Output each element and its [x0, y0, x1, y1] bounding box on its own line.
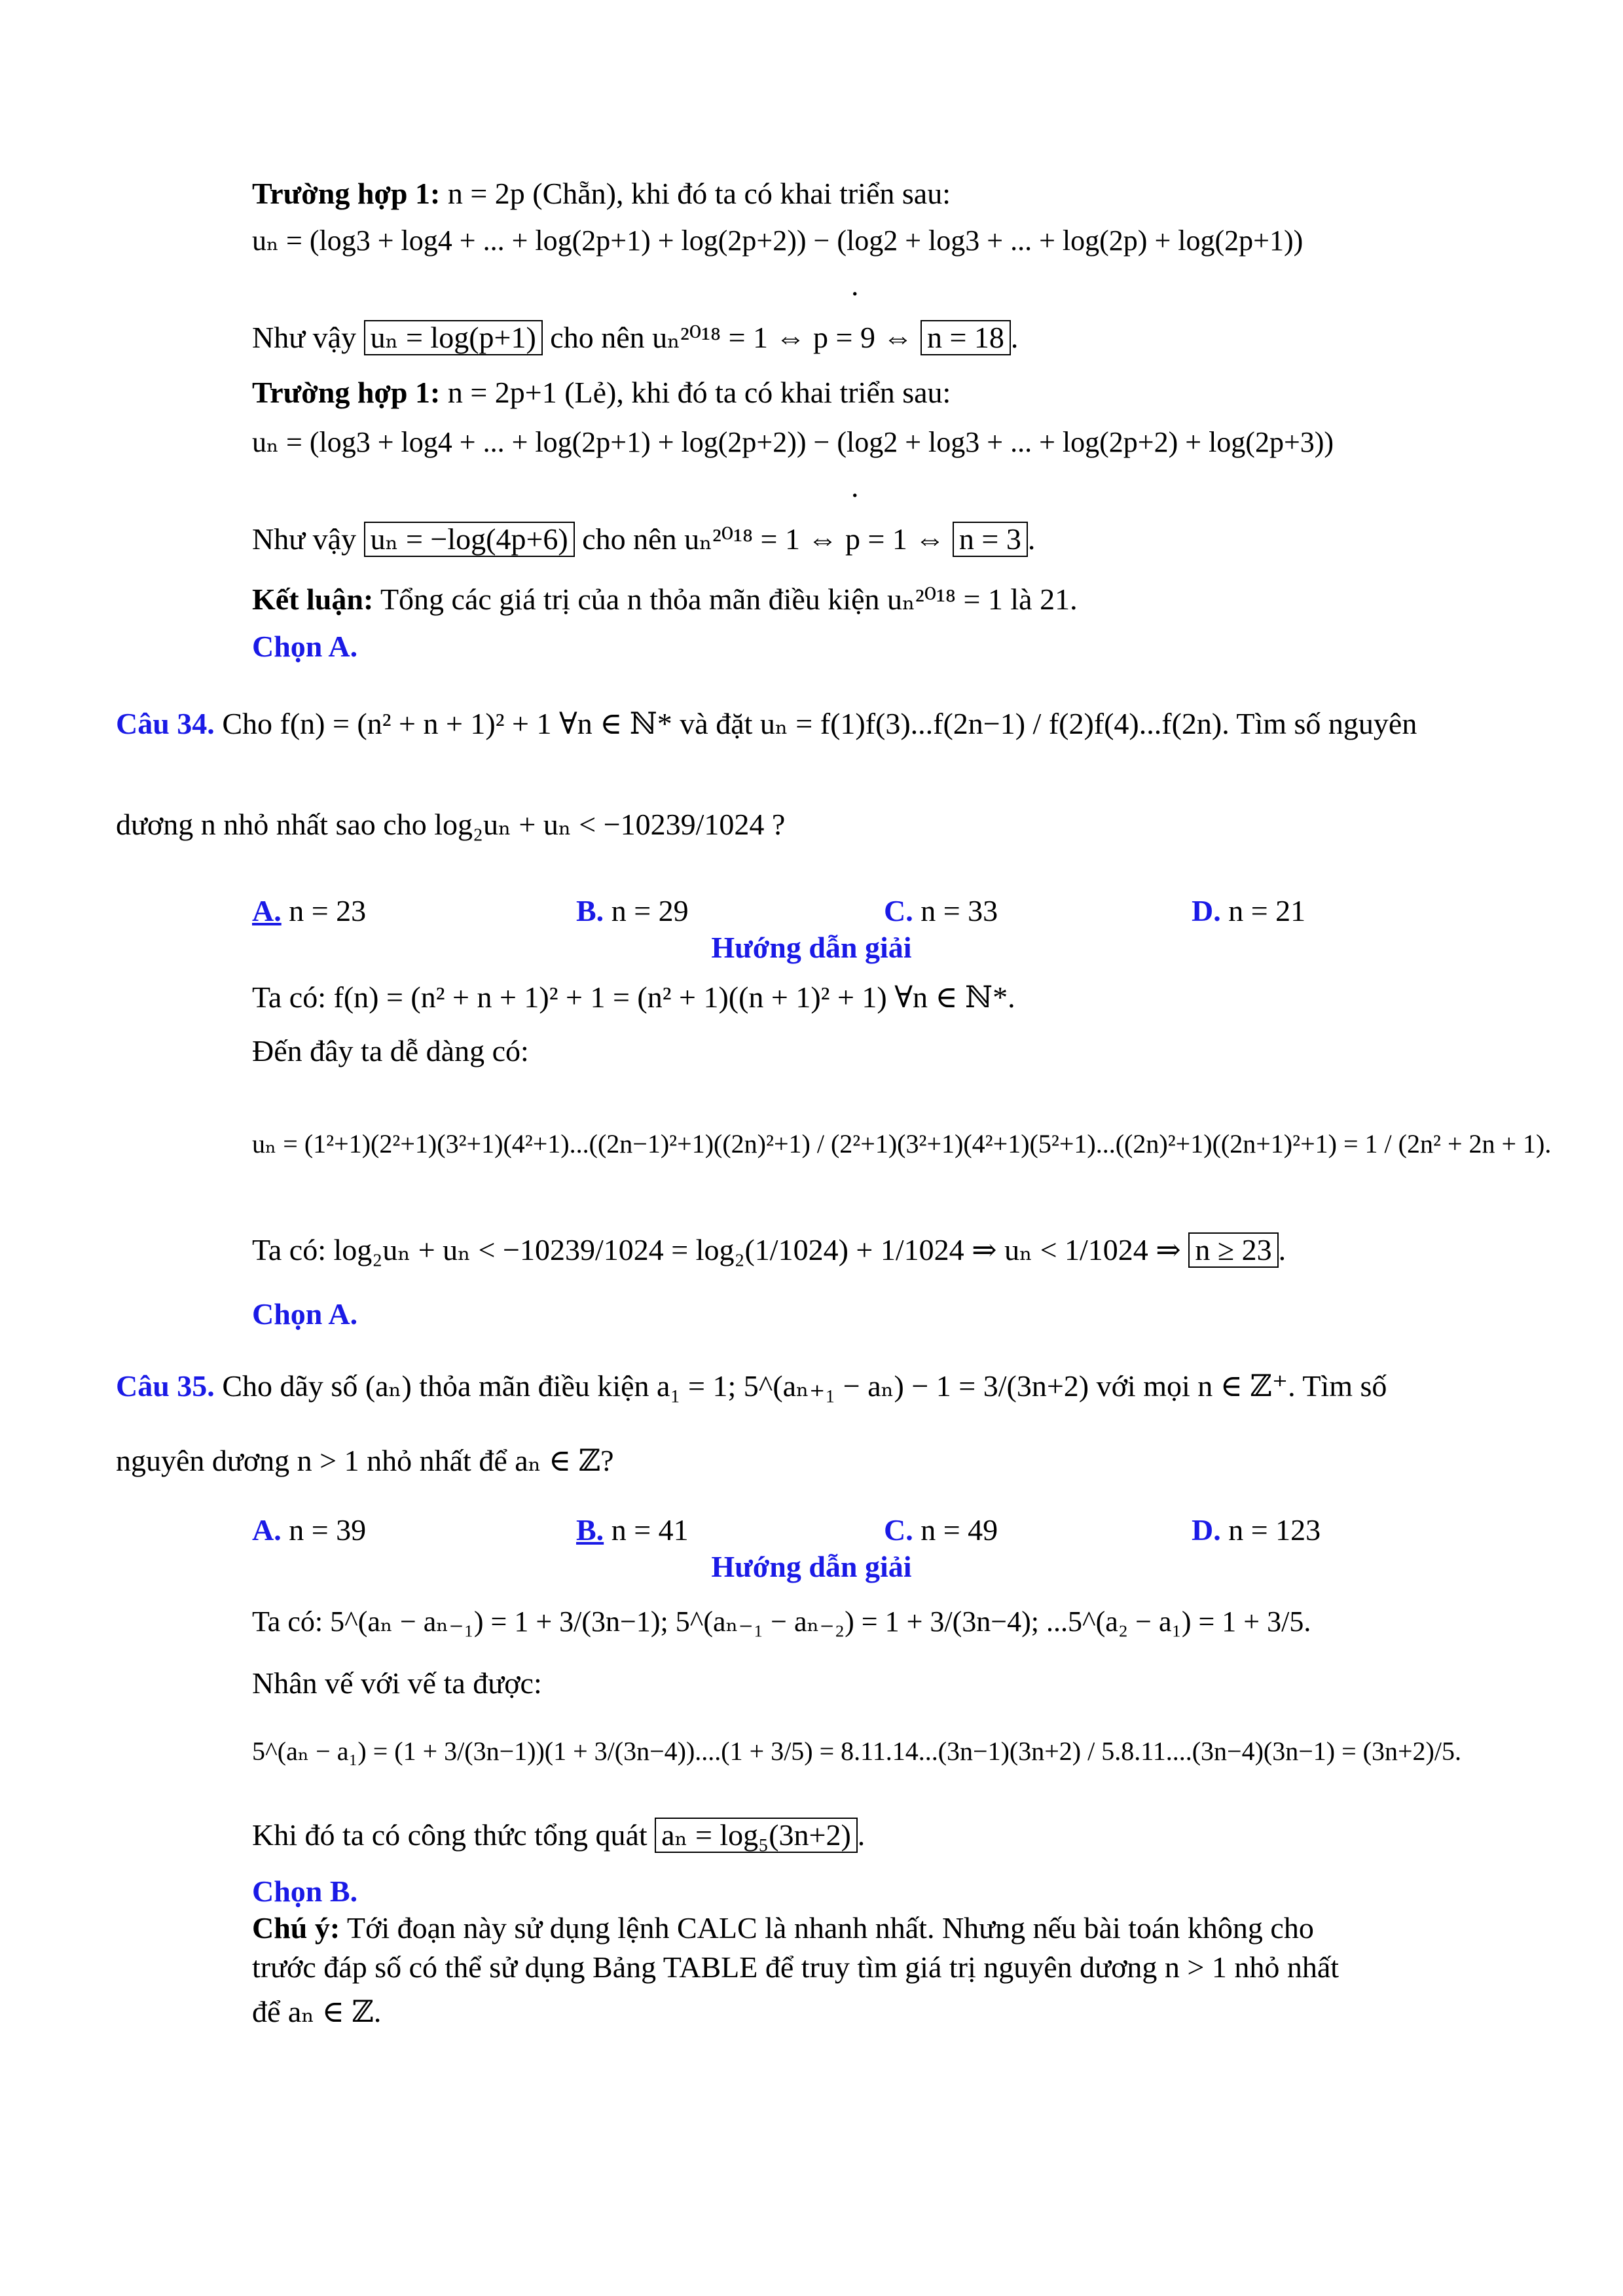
q35-line2: nguyên dương n > 1 nhỏ nhất để aₙ ∈ ℤ? — [116, 1444, 614, 1477]
q34-solution-4-box: n ≥ 23 — [1188, 1232, 1278, 1268]
q35-option-a — [252, 1512, 366, 1549]
q34-option-c-value: n = 33 — [921, 894, 998, 927]
q34-solution-4-text: Ta có: log₂uₙ + uₙ < −10239/1024 = log₂(1/1024) + 1/1024 ⇒ uₙ < 1/1024 ⇒ — [252, 1233, 1181, 1266]
case1-result-mid: cho nên uₙ²⁰¹⁸ = 1 ⇔ p = 9 ⇔ — [550, 321, 913, 354]
q34-option-a — [252, 893, 366, 929]
q34-guide-title: Hướng dẫn giải — [711, 931, 912, 964]
q35-option-b — [576, 1512, 689, 1549]
q35-option-d-value: n = 123 — [1228, 1513, 1321, 1547]
case2-result-end: . — [1027, 522, 1036, 556]
case1-result — [252, 319, 1018, 356]
q34-option-a-label: A. — [252, 894, 282, 927]
case2-result-mid: cho nên uₙ²⁰¹⁸ = 1 ⇔ p = 1 ⇔ — [582, 522, 945, 556]
q35-label: Câu 35. — [116, 1369, 215, 1403]
case2-result-box: uₙ = −log(4p+6) — [364, 522, 575, 557]
case2-dot: . — [851, 470, 859, 503]
q35-option-c-label: C. — [884, 1513, 913, 1547]
q35-note-1 — [252, 1910, 1314, 1946]
q35-note-label: Chú ý: — [252, 1911, 340, 1945]
case1-line — [252, 175, 951, 212]
q34-option-a-value: n = 23 — [289, 894, 367, 927]
q34-solution-1: Ta có: f(n) = (n² + n + 1)² + 1 = (n² + 1)((n + 1)² + 1) ∀n ∈ ℕ*. — [252, 980, 1015, 1014]
q35-option-c — [884, 1512, 998, 1549]
choose-a-case: Chọn A. — [252, 630, 358, 663]
case1-formula: uₙ = (log3 + log4 + ... + log(2p+1) + log(2p+2)) − (log2 + log3 + ... + log(2p) + log(2p+1)) — [252, 224, 1304, 257]
q34-option-d-label: D. — [1192, 894, 1221, 927]
q34-solution-4-end: . — [1278, 1233, 1286, 1266]
q34-option-c — [884, 893, 998, 929]
case2-formula: uₙ = (log3 + log4 + ... + log(2p+1) + log(2p+2)) − (log2 + log3 + ... + log(2p+2) + log(2p+3)) — [252, 426, 1334, 458]
case2-heading: Trường hợp 1: — [252, 376, 441, 409]
q35-line1 — [116, 1368, 1387, 1405]
q34-option-b-label: B. — [576, 894, 604, 927]
q35-option-a-label: A. — [252, 1513, 282, 1547]
case1-heading: Trường hợp 1: — [252, 177, 441, 210]
q35-note-text1: Tới đoạn này sử dụng lệnh CALC là nhanh nhất. Nhưng nếu bài toán không cho — [346, 1911, 1314, 1945]
q35-solution-4-end: . — [857, 1818, 866, 1852]
case1-result-end: . — [1010, 321, 1019, 354]
q35-choose: Chọn B. — [252, 1874, 358, 1908]
q35-option-b-label: B. — [576, 1513, 604, 1547]
q35-option-c-value: n = 49 — [921, 1513, 998, 1547]
q35-note-2: trước đáp số có thể sử dụng Bảng TABLE để truy tìm giá trị nguyên dương n > 1 nhỏ nhất — [252, 1950, 1340, 1984]
case1-result-prefix: Như vậy — [252, 321, 357, 354]
q34-option-d — [1192, 893, 1305, 929]
case2-line — [252, 374, 951, 411]
q35-option-a-value: n = 39 — [289, 1513, 367, 1547]
q35-solution-3: 5^(aₙ − a₁) = (1 + 3/(3n−1))(1 + 3/(3n−4))....(1 + 3/5) = 8.11.14...(3n−1)(3n+2) / 5.8.11....(3n−4)(3n−1) = (3n+2)/5. — [252, 1736, 1461, 1766]
q34-option-c-label: C. — [884, 894, 913, 927]
q34-solution-2: Đến đây ta dễ dàng có: — [252, 1034, 529, 1067]
q34-solution-4 — [252, 1232, 1286, 1268]
case2-result — [252, 521, 1035, 558]
q35-option-b-value: n = 41 — [611, 1513, 689, 1547]
q35-option-d — [1192, 1512, 1321, 1549]
case2-result-prefix: Như vậy — [252, 522, 357, 556]
case2-result-answer: n = 3 — [953, 522, 1028, 557]
q35-note-3: để aₙ ∈ ℤ. — [252, 1995, 382, 2028]
case1-result-answer: n = 18 — [921, 320, 1011, 355]
conclusion-label: Kết luận: — [252, 583, 374, 616]
case1-result-box: uₙ = log(p+1) — [364, 320, 543, 355]
q34-option-d-value: n = 21 — [1228, 894, 1306, 927]
q35-option-d-label: D. — [1192, 1513, 1221, 1547]
q34-label: Câu 34. — [116, 707, 215, 740]
q34-line2: dương n nhỏ nhất sao cho log₂uₙ + uₙ < −10239/1024 ? — [116, 808, 786, 841]
q35-solution-4 — [252, 1817, 865, 1854]
q35-solution-4-text: Khi đó ta có công thức tổng quát — [252, 1818, 647, 1852]
q35-solution-4-box: aₙ = log₅(3n+2) — [655, 1818, 858, 1853]
conclusion — [252, 581, 1078, 618]
case2-text: n = 2p+1 (Lẻ), khi đó ta có khai triển sau: — [447, 376, 951, 409]
q34-choose: Chọn A. — [252, 1297, 358, 1331]
q34-text1: Cho f(n) = (n² + n + 1)² + 1 ∀n ∈ ℕ* và đặt uₙ = f(1)f(3)...f(2n−1) / f(2)f(4)...f(2n). Tìm số nguyên — [222, 707, 1417, 740]
q35-solution-2: Nhân vế với vế ta được: — [252, 1666, 542, 1700]
case1-text: n = 2p (Chẵn), khi đó ta có khai triển sau: — [447, 177, 951, 210]
q34-line1 — [116, 706, 1417, 742]
q34-solution-3: uₙ = (1²+1)(2²+1)(3²+1)(4²+1)...((2n−1)²+1)((2n)²+1) / (2²+1)(3²+1)(4²+1)(5²+1)...((2n)²+1)((2n+1)²+1) = 1 / (2n² + 2n + 1). — [252, 1129, 1552, 1158]
q34-option-b-value: n = 29 — [611, 894, 689, 927]
q35-guide-title: Hướng dẫn giải — [711, 1550, 912, 1583]
case1-dot: . — [851, 268, 859, 302]
q35-text1: Cho dãy số (aₙ) thỏa mãn điều kiện a₁ = 1; 5^(aₙ₊₁ − aₙ) − 1 = 3/(3n+2) với mọi n ∈ ℤ⁺. Tìm số — [222, 1369, 1387, 1403]
q35-solution-1: Ta có: 5^(aₙ − aₙ₋₁) = 1 + 3/(3n−1); 5^(aₙ₋₁ − aₙ₋₂) = 1 + 3/(3n−4); ...5^(a₂ − a₁) = 1 + 3/5. — [252, 1605, 1311, 1638]
q34-option-b — [576, 893, 689, 929]
conclusion-text: Tổng các giá trị của n thỏa mãn điều kiện uₙ²⁰¹⁸ = 1 là 21. — [380, 583, 1078, 616]
